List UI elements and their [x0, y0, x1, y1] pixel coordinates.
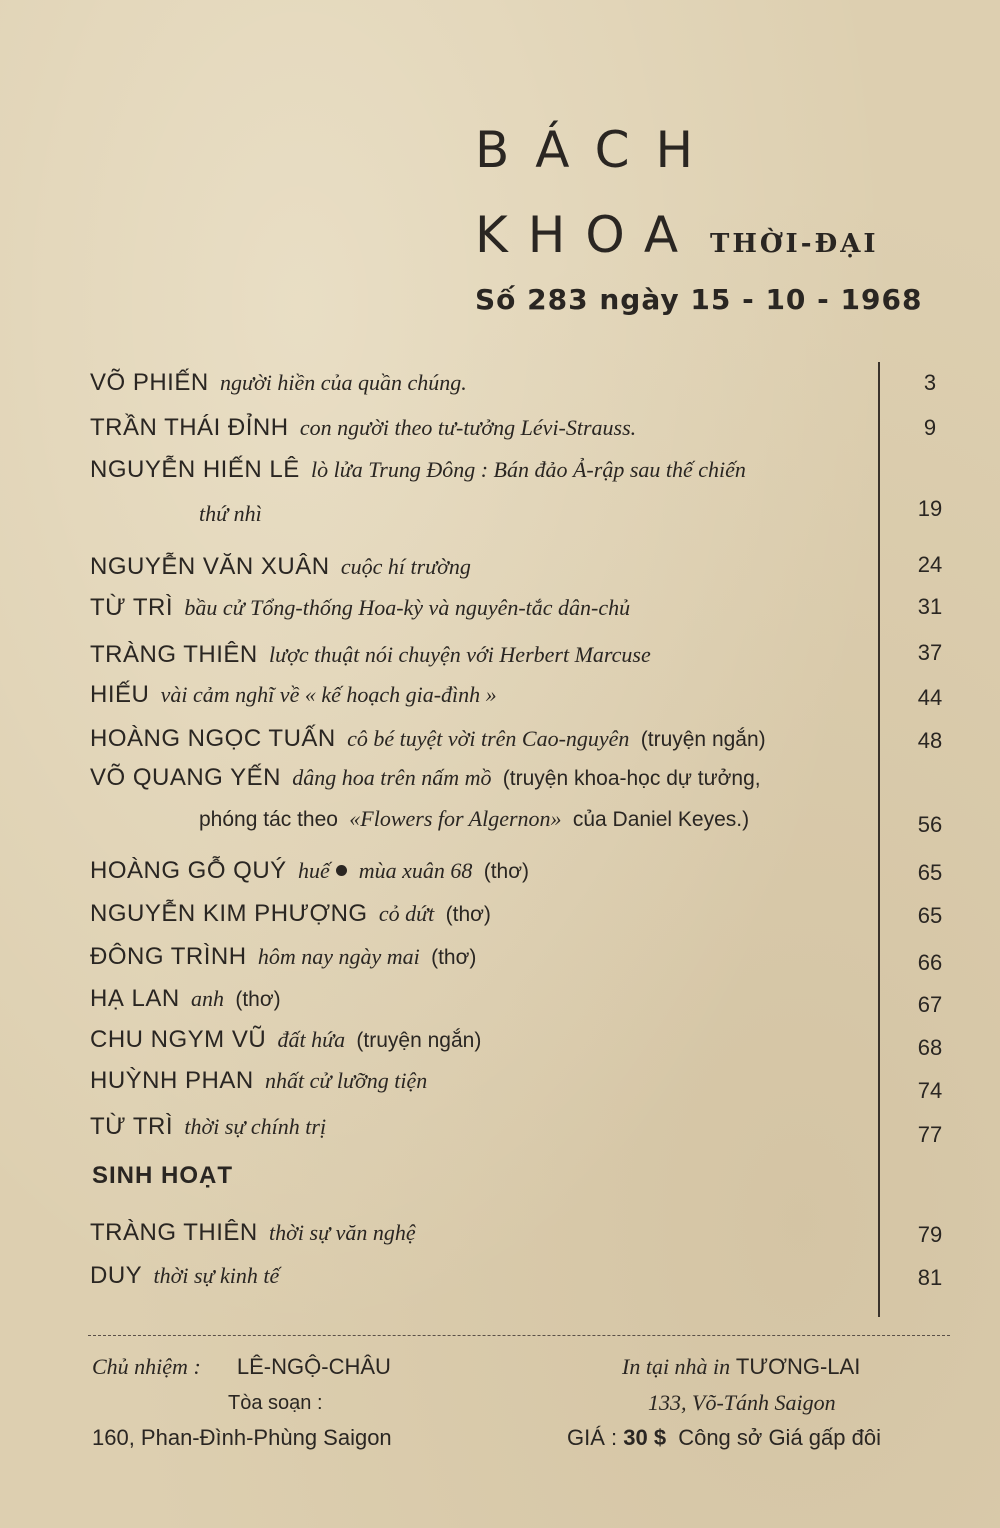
toc-title: nhất cử lưỡng tiện [265, 1068, 428, 1093]
footer-divider [88, 1335, 950, 1336]
toc-page-number: 44 [917, 685, 943, 710]
toc-page-number: 81 [917, 1265, 943, 1290]
toc-title: anh [191, 986, 225, 1011]
toc-author: VÕ PHIẾN [90, 369, 209, 396]
toc-entry [90, 856, 880, 887]
toc-title: người hiền của quần chúng. [220, 370, 467, 395]
price-note: Công sở Giá gấp đôi [678, 1425, 881, 1450]
toc-page-number: 9 [923, 415, 937, 440]
printer-address: 133, Võ-Tánh Saigon [648, 1390, 836, 1415]
toc-author: HIẾU [90, 681, 150, 708]
director-name: LÊ-NGỘ-CHÂU [236, 1354, 391, 1379]
printer-name: TƯƠNG-LAI [735, 1354, 861, 1379]
toc-note: (truyện ngắn) [640, 728, 766, 751]
toc-page-number: 65 [917, 903, 943, 928]
toc-author: TỪ TRÌ [90, 1113, 174, 1140]
toc-page-number: 79 [917, 1222, 943, 1247]
toc-note-continuation: phóng tác theo [199, 808, 338, 831]
toc-entry [90, 763, 880, 835]
toc-note: (thơ) [235, 988, 281, 1011]
office-address: 160, Phan-Đình-Phùng Saigon [92, 1425, 392, 1450]
toc-title: thời sự văn nghệ [269, 1220, 416, 1245]
toc-entry [90, 984, 880, 1015]
toc-author: TỪ TRÌ [90, 594, 174, 621]
toc-author: TRÀNG THIÊN [90, 1219, 258, 1246]
magazine-title-line1: BÁCH [475, 121, 720, 179]
director-label: Chủ nhiệm : [92, 1354, 201, 1379]
toc-page-number: 3 [923, 370, 937, 395]
toc-title: cỏ dứt [378, 901, 435, 926]
toc-page-number: 56 [917, 812, 943, 837]
toc-note: (thơ) [431, 946, 477, 969]
toc-title: huế [298, 858, 330, 883]
toc-page-number: 24 [917, 552, 943, 577]
toc-page-number: 37 [917, 640, 943, 665]
director-line [92, 1354, 391, 1380]
toc-note: (thơ) [483, 860, 530, 883]
toc-author: NGUYỄN KIM PHƯỢNG [90, 900, 368, 927]
toc-author: ĐÔNG TRÌNH [90, 943, 247, 970]
printer-label: In tại nhà in [622, 1354, 731, 1379]
toc-page-number: 68 [917, 1035, 943, 1060]
toc-entry [90, 680, 880, 710]
toc-entry [90, 724, 880, 755]
toc-entry [90, 1261, 880, 1291]
toc-note: (truyện khoa-học dự tưởng, [502, 767, 761, 790]
magazine-subtitle: THỜI-ĐẠI [710, 229, 879, 259]
toc-title: cô bé tuyệt vời trên Cao-nguyên [347, 726, 630, 751]
toc-title-continuation: thứ nhì [199, 501, 262, 526]
toc-entry [90, 413, 880, 443]
price-line [567, 1425, 881, 1451]
toc-title: dâng hoa trên nấm mồ [292, 765, 492, 790]
bullet-icon [336, 865, 347, 876]
section-heading: SINH HOẠT [92, 1162, 233, 1189]
toc-page-number: 19 [917, 496, 943, 521]
toc-title: đất hứa [277, 1027, 346, 1052]
toc-author: HUỲNH PHAN [90, 1067, 254, 1094]
toc-entry [90, 640, 880, 670]
toc-title: lược thuật nói chuyện với Herbert Marcuse [269, 642, 651, 667]
toc-page-number: 31 [917, 594, 943, 619]
toc-entry [90, 942, 880, 973]
toc-author: HOÀNG GỖ QUÝ [90, 857, 287, 884]
toc-title: vài cảm nghĩ về « kế hoạch gia-đình » [160, 682, 497, 707]
toc-entry [90, 368, 880, 398]
toc-title: thời sự chính trị [184, 1114, 327, 1139]
toc-author: TRÀNG THIÊN [90, 641, 258, 668]
toc-title: con người theo tư-tưởng Lévi-Strauss. [299, 415, 637, 440]
toc-page-number: 66 [917, 950, 943, 975]
toc-author: TRẦN THÁI ĐỈNH [90, 414, 289, 441]
toc-entry [90, 899, 880, 930]
toc-note: (thơ) [445, 903, 491, 926]
price-label: GIÁ : [567, 1425, 618, 1450]
toc-author: DUY [90, 1262, 143, 1289]
toc-source-title: «Flowers for Algernon» [349, 806, 562, 831]
toc-entry [90, 1066, 880, 1096]
toc-title: cuộc hí trường [340, 554, 471, 579]
toc-title: mùa xuân 68 [358, 858, 473, 883]
magazine-title-line2: KHOA [475, 206, 699, 264]
toc-entry [90, 552, 880, 582]
toc-entry [90, 1218, 880, 1248]
toc-title: hôm nay ngày mai [257, 944, 420, 969]
toc-entry [90, 1112, 880, 1142]
toc-entry [90, 593, 880, 623]
toc-entry [90, 455, 880, 529]
toc-author: NGUYỄN HIẾN LÊ [90, 456, 300, 483]
toc-author: HẠ LAN [90, 985, 180, 1012]
toc-entry [90, 1025, 880, 1056]
toc-page-number: 74 [917, 1078, 943, 1103]
toc-author: CHU NGYM VŨ [90, 1026, 267, 1053]
issue-line: Số 283 ngày 15 - 10 - 1968 [475, 283, 923, 316]
printer-line [622, 1354, 860, 1380]
toc-title: bầu cử Tổng-thống Hoa-kỳ và nguyên-tắc dân-chủ [184, 595, 631, 620]
toc-author: HOÀNG NGỌC TUẤN [90, 725, 336, 752]
toc-note-continuation: của Daniel Keyes.) [572, 808, 750, 831]
toc-author: VÕ QUANG YẾN [90, 764, 281, 791]
toc-title: thời sự kinh tế [153, 1263, 280, 1288]
toc-page-number: 67 [917, 992, 943, 1017]
toc-page-number: 48 [917, 728, 943, 753]
price-value: 30 $ [623, 1425, 667, 1450]
toc-author: NGUYỄN VĂN XUÂN [90, 553, 330, 580]
office-label: Tòa soạn : [228, 1392, 323, 1414]
toc-page-number: 65 [917, 860, 943, 885]
toc-title: lò lửa Trung Đông : Bán đảo Ả-rập sau thế chiến [311, 457, 746, 482]
toc-page-number: 77 [917, 1122, 943, 1147]
toc-note: (truyện ngắn) [356, 1029, 482, 1052]
